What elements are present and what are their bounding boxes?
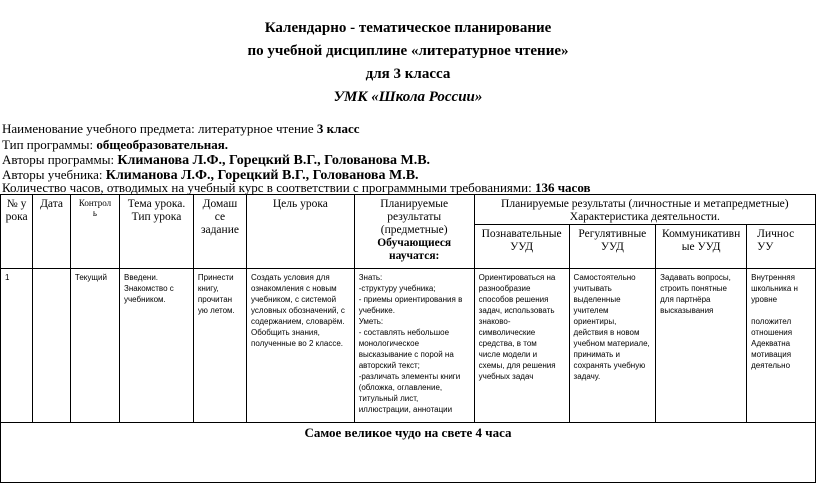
- row1-homework: Принести книгу, прочитан ую летом.: [193, 269, 246, 423]
- row1-num: 1: [1, 269, 33, 423]
- row1-personal: Внутренняя школьника н уровне положител отношения Адекватна мотивация деятельно: [747, 269, 816, 423]
- title-line-4: УМК «Школа России»: [333, 89, 483, 105]
- program-type-value: общеобразовательная.: [96, 137, 228, 152]
- header-cognitive: Познавательные УУД: [474, 225, 569, 269]
- section-title: Самое великое чудо на свете 4 часа: [1, 423, 816, 483]
- row1-topic: Введени. Знакомство с учебником.: [120, 269, 194, 423]
- header-regulative: Регулятивные УУД: [569, 225, 656, 269]
- subject-value: 3 класс: [316, 121, 360, 136]
- row1-date: [33, 269, 71, 423]
- program-type-label: Тип программы:: [2, 137, 97, 152]
- title-line-2: по учебной дисциплине «литературное чтение»: [247, 43, 569, 59]
- subject-label: Наименование учебного предмета: литературное чтение: [2, 121, 317, 136]
- header-personal: Личнос УУ: [747, 225, 816, 269]
- textbook-authors-label: Авторы учебника:: [2, 167, 106, 182]
- program-authors-value: Климанова Л.Ф., Горецкий В.Г., Голованова М.В.: [117, 153, 431, 168]
- program-authors-label: Авторы программы:: [2, 152, 118, 167]
- header-goal: Цель урока: [246, 195, 354, 269]
- header-control: Контрол ь: [70, 195, 119, 269]
- subject-line: [2, 121, 360, 136]
- hours-label: Количество часов, отводимых на учебный курс в соответствии с программными требованиями:: [2, 180, 535, 195]
- title-line-1: Календарно - тематическое планирование: [264, 20, 552, 36]
- row1-regulative: Самостоятельно учитывать выделенные учителем ориентиры, действия в новом учебном материале, принимать и сохранять учебную задачу.: [569, 269, 656, 423]
- hours-value: 136 часов: [534, 180, 591, 195]
- row1-control: Текущий: [70, 269, 119, 423]
- row1-cognitive: Ориентироваться на разнообразие способов решения задач, использовать знаково- символические средства, в том числе модели и схемы, для решения учебных задач: [474, 269, 569, 423]
- row1-goal: Создать условия для ознакомления с новым учебником, с системой условных обозначений, с содержанием, словарём. Обобщить знания, полученные во 2 классе.: [246, 269, 354, 423]
- program-authors-line: [2, 152, 430, 168]
- header-planned-group: Планируемые результаты (личностные и метапредметные) Характеристика деятельности.: [474, 195, 815, 225]
- header-planned-subject: Планируемые результаты (предметные) Обучающиеся научатся:: [354, 195, 474, 269]
- row1-subject-results: Знать: -структуру учебника; - приемы ориентирования в учебнике. Уметь: - составлять небольшое монологическое высказывание с порой на авторский текст; -различать элементы книги (обложка, оглавление, титульный лист, иллюстрации, аннотации: [354, 269, 474, 423]
- textbook-authors-value: Климанова Л.Ф., Горецкий В.Г., Голованова М.В.: [105, 168, 419, 183]
- header-date: Дата: [33, 195, 71, 269]
- header-topic: Тема урока. Тип урока: [120, 195, 194, 269]
- header-communicative: Коммуникативн ые УУД: [656, 225, 747, 269]
- program-type-line: [2, 137, 228, 152]
- hours-line: [2, 180, 591, 195]
- header-homework: Домаш се задание: [193, 195, 246, 269]
- row1-communicative: Задавать вопросы, строить понятные для партнёра высказывания: [656, 269, 747, 423]
- header-num: № у рока: [1, 195, 33, 269]
- title-line-3: для 3 класса: [365, 66, 451, 82]
- planning-table: [0, 194, 816, 483]
